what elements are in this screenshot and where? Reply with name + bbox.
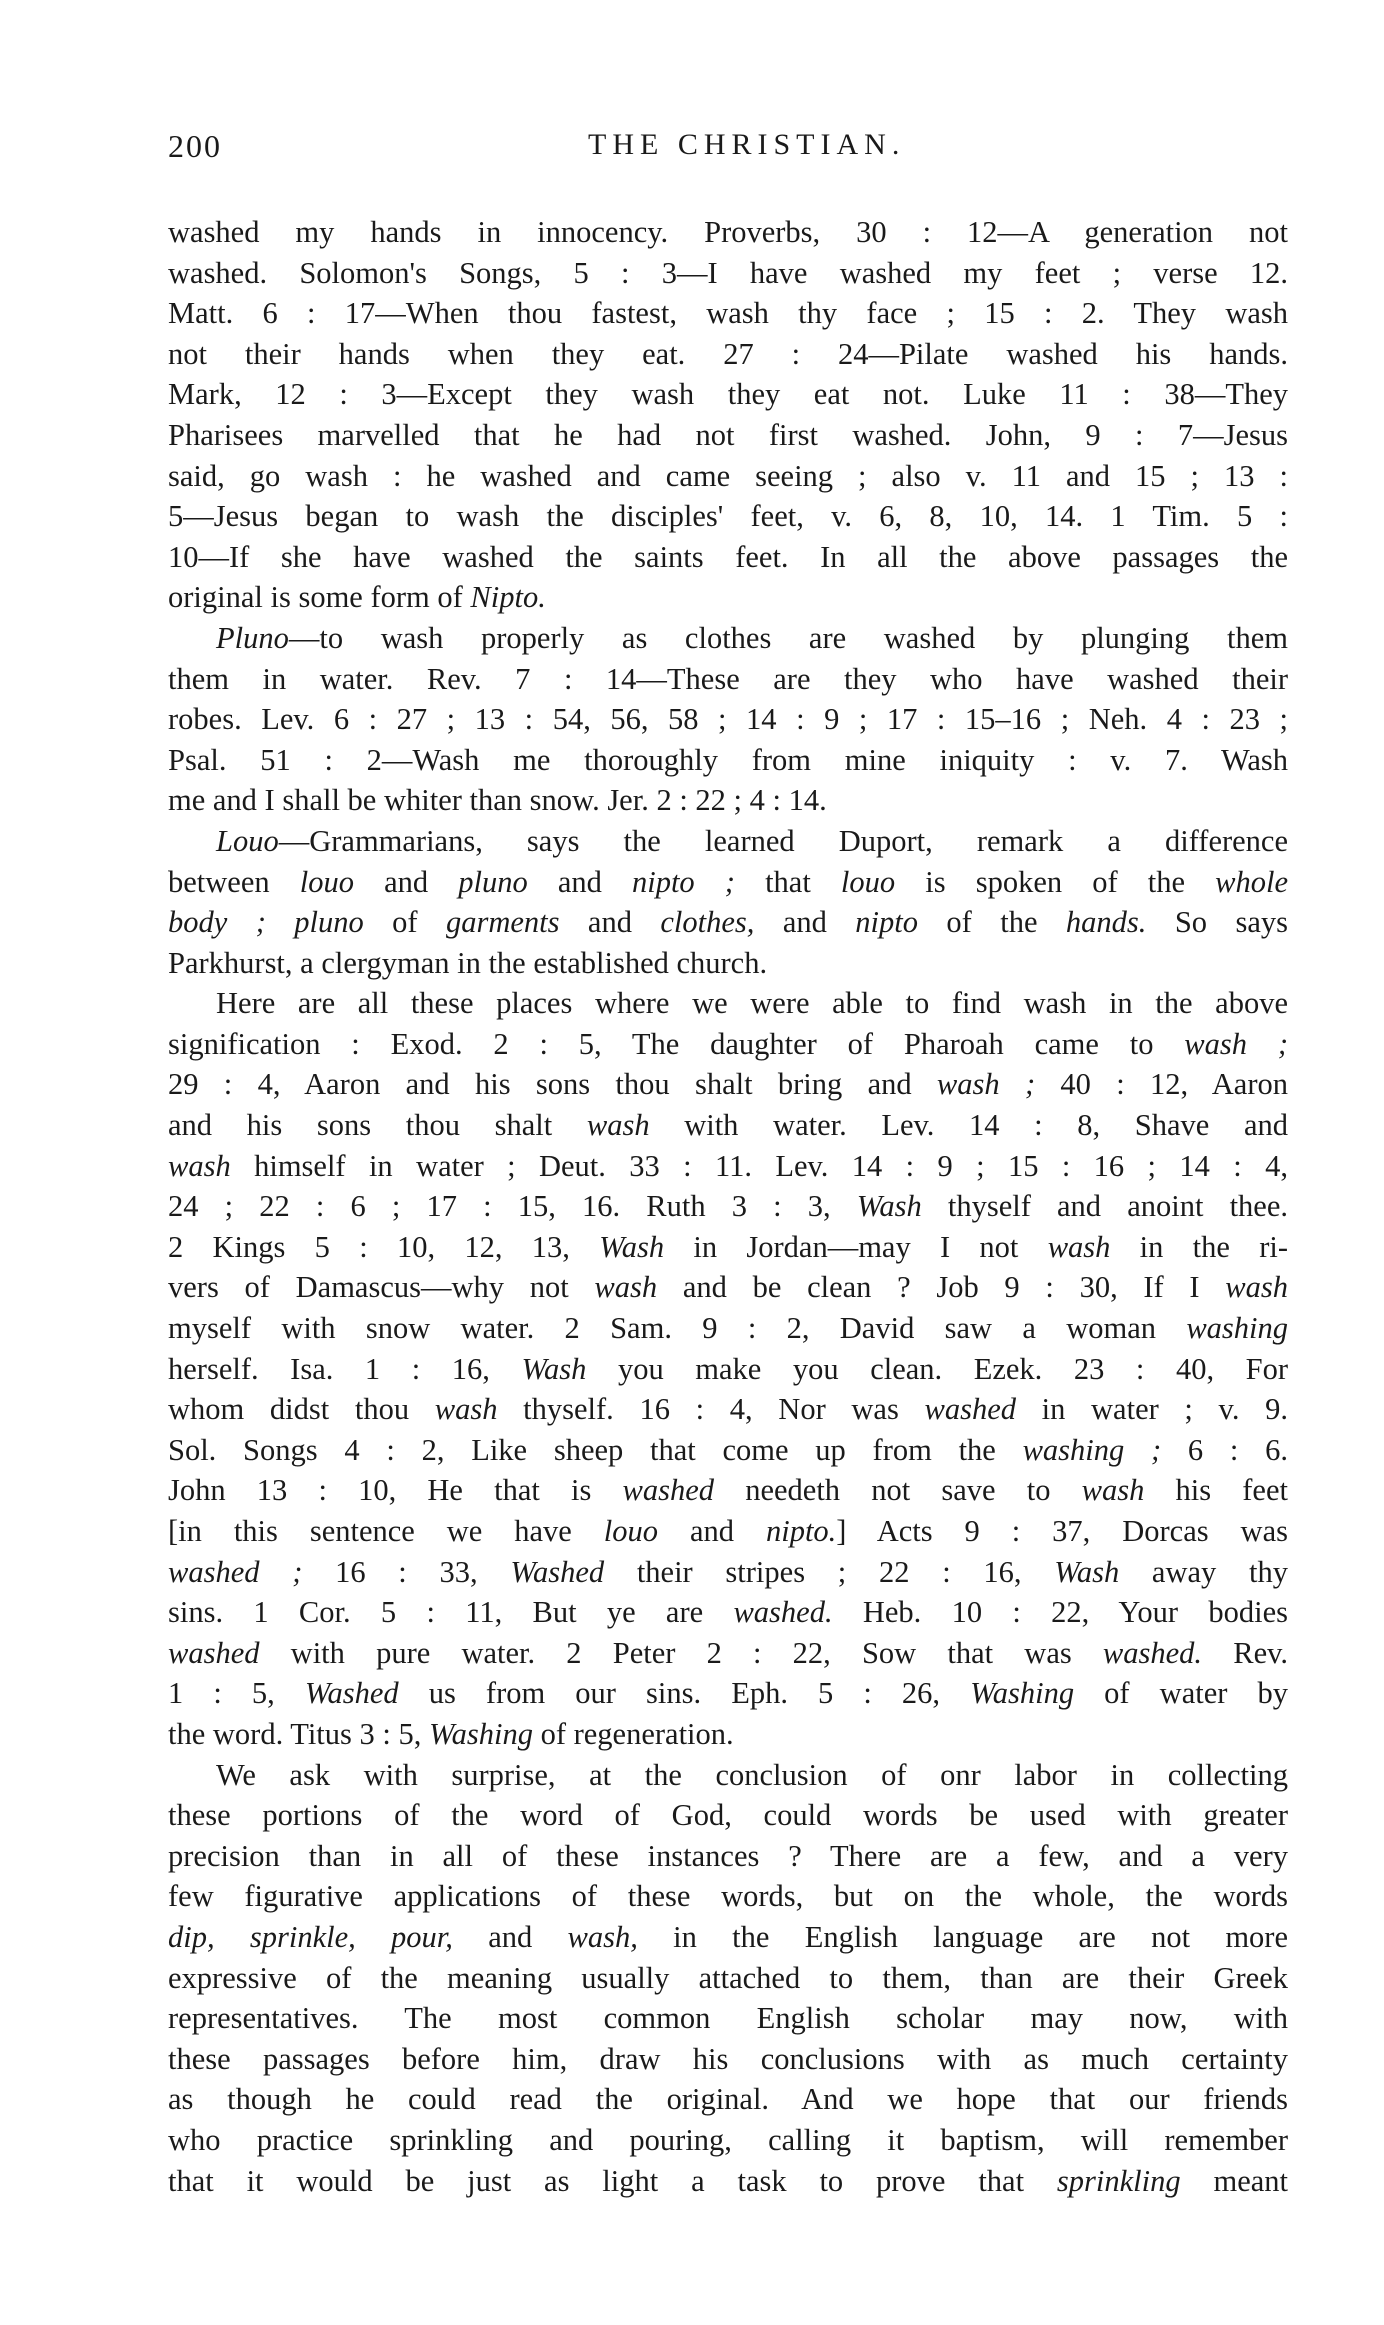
text-run: and his sons thou shalt: [168, 1108, 587, 1143]
italic-text: Wash: [856, 1189, 922, 1224]
text-run: and be clean ? Job 9 : 30, If I: [657, 1270, 1226, 1305]
italic-text: dip, sprinkle, pour,: [168, 1919, 453, 1954]
italic-text: wash: [168, 1148, 231, 1183]
text-run: washed my hands in innocency. Proverbs, 30 : 12—A generation not: [168, 215, 1288, 249]
text-run: is spoken of the: [895, 864, 1216, 899]
italic-text: washed: [924, 1392, 1016, 1427]
text-line: [168, 1633, 1288, 1674]
text-run: in water ; v. 9.: [1015, 1392, 1288, 1427]
italic-text: Washing: [429, 1716, 533, 1751]
italic-text: Washed: [304, 1676, 399, 1711]
text-run: and: [452, 1919, 568, 1954]
text-run: his feet: [1144, 1473, 1288, 1508]
text-run: original is some form of: [168, 580, 471, 615]
italic-text: hands.: [1065, 905, 1147, 940]
text-line: [168, 1958, 1288, 1999]
running-head: [168, 128, 1298, 168]
text-run: vers of Damascus—why not: [168, 1270, 595, 1305]
italic-text: Louo: [216, 823, 279, 858]
text-run: ] Acts 9 : 37, Dorcas was: [836, 1514, 1288, 1548]
italic-text: Washing: [970, 1676, 1075, 1711]
text-run: and: [527, 864, 632, 899]
text-run: of: [363, 905, 446, 940]
text-line: [168, 293, 1288, 334]
text-line: [168, 1673, 1288, 1714]
italic-text: louo: [299, 864, 354, 899]
text-run: and: [658, 1514, 766, 1548]
running-title: THE CHRISTIAN.: [588, 128, 906, 161]
text-line: [168, 902, 1288, 943]
italic-text: body ; pluno: [168, 905, 364, 940]
text-run: 2 Kings 5 : 10, 12, 13,: [168, 1229, 600, 1264]
text-run: thyself. 16 : 4, Nor was: [497, 1392, 925, 1427]
text-run: and: [754, 905, 856, 940]
text-line: [168, 577, 1288, 618]
text-line: [168, 1430, 1288, 1471]
text-run: We ask with surprise, at the conclusion of onr labor in collecting: [216, 1757, 1288, 1792]
text-line: [168, 496, 1288, 537]
italic-text: wash: [1225, 1270, 1288, 1305]
text-run: them in water. Rev. 7 : 14—These are they who have washed their: [168, 661, 1288, 696]
text-run: So says: [1146, 905, 1288, 940]
text-line: [168, 1795, 1288, 1836]
text-line: [168, 1308, 1288, 1349]
text-run: these passages before him, draw his conclusions with as much certainty: [168, 2041, 1288, 2076]
text-run: of the: [918, 905, 1066, 940]
italic-text: washed: [622, 1473, 715, 1508]
text-run: needeth not save to: [714, 1473, 1082, 1508]
text-run: 40 : 12, Aaron: [1035, 1067, 1288, 1102]
text-line: [168, 1470, 1288, 1511]
text-line: [168, 943, 1288, 984]
text-line: [168, 212, 1288, 253]
text-line: [168, 1389, 1288, 1430]
text-run: 24 ; 22 : 6 ; 17 : 15, 16. Ruth 3 : 3,: [168, 1189, 857, 1224]
italic-text: wash ;: [1184, 1026, 1288, 1061]
text-line: [168, 1592, 1288, 1633]
text-line: [168, 1552, 1288, 1593]
text-run: himself in water ; Deut. 33 : 11. Lev. 14 : 9 ; 15 : 16 ; 14 : 4,: [230, 1148, 1288, 1183]
italic-text: pluno: [458, 864, 528, 899]
text-line: [168, 780, 1288, 821]
text-line: [168, 2039, 1288, 2080]
text-line: [168, 1876, 1288, 1917]
text-run: whom didst thou: [168, 1392, 435, 1427]
text-run: with water. Lev. 14 : 8, Shave and: [649, 1108, 1288, 1143]
text-line: [168, 740, 1288, 781]
body-text: [168, 212, 1288, 2201]
text-run: Pharisees marvelled that he had not first washed. John, 9 : 7—Jesus: [168, 417, 1288, 452]
text-run: 1 : 5,: [168, 1676, 305, 1711]
italic-text: nipto: [855, 905, 918, 940]
text-run: who practice sprinkling and pouring, calling it baptism, will remember: [168, 2122, 1288, 2157]
text-run: robes. Lev. 6 : 27 ; 13 : 54, 56, 58 ; 14 : 9 ; 17 : 15–16 ; Neh. 4 : 23 ;: [168, 702, 1288, 737]
italic-text: clothes,: [660, 905, 755, 940]
text-run: that: [734, 864, 841, 899]
text-run: their stripes ; 22 : 16,: [604, 1554, 1055, 1589]
italic-text: louo: [840, 864, 896, 899]
text-line: [168, 1267, 1288, 1308]
italic-text: wash: [586, 1108, 650, 1143]
text-line: [168, 1186, 1288, 1227]
italic-text: washed.: [1102, 1635, 1203, 1670]
italic-text: garments: [445, 905, 560, 940]
text-line: [168, 1836, 1288, 1877]
italic-text: sprinkling: [1056, 2163, 1181, 2198]
text-run: and: [353, 864, 459, 899]
text-run: Heb. 10 : 22, Your bodies: [832, 1595, 1288, 1630]
text-run: 16 : 33,: [302, 1554, 511, 1589]
text-line: [168, 1227, 1288, 1268]
text-run: in the English language are not more: [637, 1919, 1288, 1954]
text-run: washed. Solomon's Songs, 5 : 3—I have washed my feet ; verse 12.: [168, 255, 1288, 290]
text-run: 6 : 6.: [1161, 1432, 1288, 1467]
text-line: [168, 1917, 1288, 1958]
text-run: Parkhurst, a clergyman in the established church.: [168, 945, 768, 980]
italic-text: washed.: [733, 1595, 833, 1630]
text-run: of regeneration.: [532, 1716, 734, 1751]
italic-text: Wash: [599, 1229, 665, 1264]
italic-text: Nipto.: [470, 580, 546, 615]
text-run: us from our sins. Eph. 5 : 26,: [398, 1676, 971, 1711]
italic-text: washed: [168, 1635, 260, 1670]
text-run: Mark, 12 : 3—Except they wash they eat not. Luke 11 : 38—They: [168, 377, 1288, 412]
italic-text: wash: [1047, 1229, 1111, 1264]
italic-text: Washed: [510, 1554, 605, 1589]
italic-text: Wash: [521, 1351, 587, 1386]
text-run: said, go wash : he washed and came seeing ; also v. 11 and 15 ; 13 :: [168, 458, 1288, 493]
text-line: [168, 537, 1288, 578]
text-run: not their hands when they eat. 27 : 24—Pilate washed his hands.: [168, 336, 1288, 371]
text-run: meant: [1180, 2163, 1288, 2198]
text-run: that it would be just as light a task to prove that: [168, 2163, 1057, 2198]
text-run: 10—If she have washed the saints feet. In all the above passages the: [168, 539, 1288, 574]
text-line: [168, 618, 1288, 659]
text-run: expressive of the meaning usually attached to them, than are their Greek: [168, 1960, 1288, 1995]
italic-text: louo: [603, 1514, 659, 1548]
italic-text: wash: [1081, 1473, 1145, 1508]
text-run: away thy: [1119, 1554, 1288, 1589]
text-line: [168, 2161, 1288, 2202]
text-run: Sol. Songs 4 : 2, Like sheep that come up from the: [168, 1432, 1023, 1467]
text-line: [168, 415, 1288, 456]
text-run: sins. 1 Cor. 5 : 11, But ye are: [168, 1595, 734, 1630]
text-run: Here are all these places where we were able to find wash in the above: [216, 986, 1288, 1021]
text-run: of water by: [1074, 1676, 1288, 1711]
text-run: in Jordan—may I not: [664, 1229, 1048, 1264]
text-line: [168, 862, 1288, 903]
italic-text: wash,: [567, 1919, 638, 1954]
text-line: [168, 253, 1288, 294]
text-run: [in this sentence we have: [168, 1514, 604, 1548]
italic-text: washing: [1186, 1311, 1288, 1346]
text-line: [168, 1998, 1288, 2039]
text-line: [168, 983, 1288, 1024]
text-run: Rev.: [1202, 1635, 1289, 1670]
text-run: Psal. 51 : 2—Wash me thoroughly from mine iniquity : v. 7. Wash: [168, 742, 1288, 777]
text-line: [168, 659, 1288, 700]
text-run: precision than in all of these instances ? There are a few, and a very: [168, 1838, 1288, 1873]
text-line: [168, 699, 1288, 740]
italic-text: whole: [1215, 864, 1288, 899]
italic-text: wash: [594, 1270, 658, 1305]
text-run: few figurative applications of these words, but on the whole, the words: [168, 1879, 1288, 1914]
text-run: Matt. 6 : 17—When thou fastest, wash thy face ; 15 : 2. They wash: [168, 296, 1288, 331]
italic-text: washed ;: [168, 1554, 303, 1589]
text-line: [168, 456, 1288, 497]
italic-text: nipto ;: [631, 864, 735, 899]
text-run: the word. Titus 3 : 5,: [168, 1716, 429, 1751]
text-line: [168, 334, 1288, 375]
text-line: [168, 374, 1288, 415]
italic-text: washing ;: [1022, 1432, 1162, 1467]
text-run: as though he could read the original. And we hope that our friends: [168, 2082, 1288, 2117]
text-line: [168, 1349, 1288, 1390]
text-line: [168, 1064, 1288, 1105]
text-line: [168, 1146, 1288, 1187]
text-run: 29 : 4, Aaron and his sons thou shalt bring and: [168, 1067, 937, 1102]
italic-text: Wash: [1054, 1554, 1120, 1589]
text-run: thyself and anoint thee.: [921, 1189, 1288, 1224]
text-line: [168, 1755, 1288, 1796]
text-run: these portions of the word of God, could words be used with greater: [168, 1798, 1288, 1833]
text-run: signification : Exod. 2 : 5, The daughter of Pharoah came to: [168, 1026, 1185, 1061]
text-run: representatives. The most common English scholar may now, with: [168, 2001, 1288, 2036]
text-run: me and I shall be whiter than snow. Jer. 2 : 22 ; 4 : 14.: [168, 783, 827, 818]
text-run: myself with snow water. 2 Sam. 9 : 2, David saw a woman: [168, 1311, 1187, 1346]
text-line: [168, 2120, 1288, 2161]
text-run: in the ri-: [1110, 1229, 1289, 1264]
text-run: with pure water. 2 Peter 2 : 22, Sow that was: [259, 1635, 1103, 1670]
text-line: [168, 1714, 1288, 1755]
text-line: [168, 1511, 1288, 1552]
text-run: you make you clean. Ezek. 23 : 40, For: [586, 1351, 1288, 1386]
italic-text: nipto.: [765, 1514, 837, 1548]
text-run: 5—Jesus began to wash the disciples' feet, v. 6, 8, 10, 14. 1 Tim. 5 :: [168, 499, 1288, 534]
text-line: [168, 1105, 1288, 1146]
italic-text: wash ;: [936, 1067, 1036, 1102]
page-number: 200: [168, 128, 222, 164]
text-run: herself. Isa. 1 : 16,: [168, 1351, 522, 1386]
text-run: —to wash properly as clothes are washed by plunging them: [288, 620, 1288, 655]
text-line: [168, 821, 1288, 862]
text-run: John 13 : 10, He that is: [168, 1473, 623, 1508]
text-run: and: [559, 905, 661, 940]
italic-text: Pluno: [216, 620, 289, 655]
text-line: [168, 2079, 1288, 2120]
text-run: —Grammarians, says the learned Duport, remark a difference: [278, 823, 1288, 858]
text-run: between: [168, 864, 300, 899]
italic-text: wash: [434, 1392, 498, 1427]
text-line: [168, 1024, 1288, 1065]
